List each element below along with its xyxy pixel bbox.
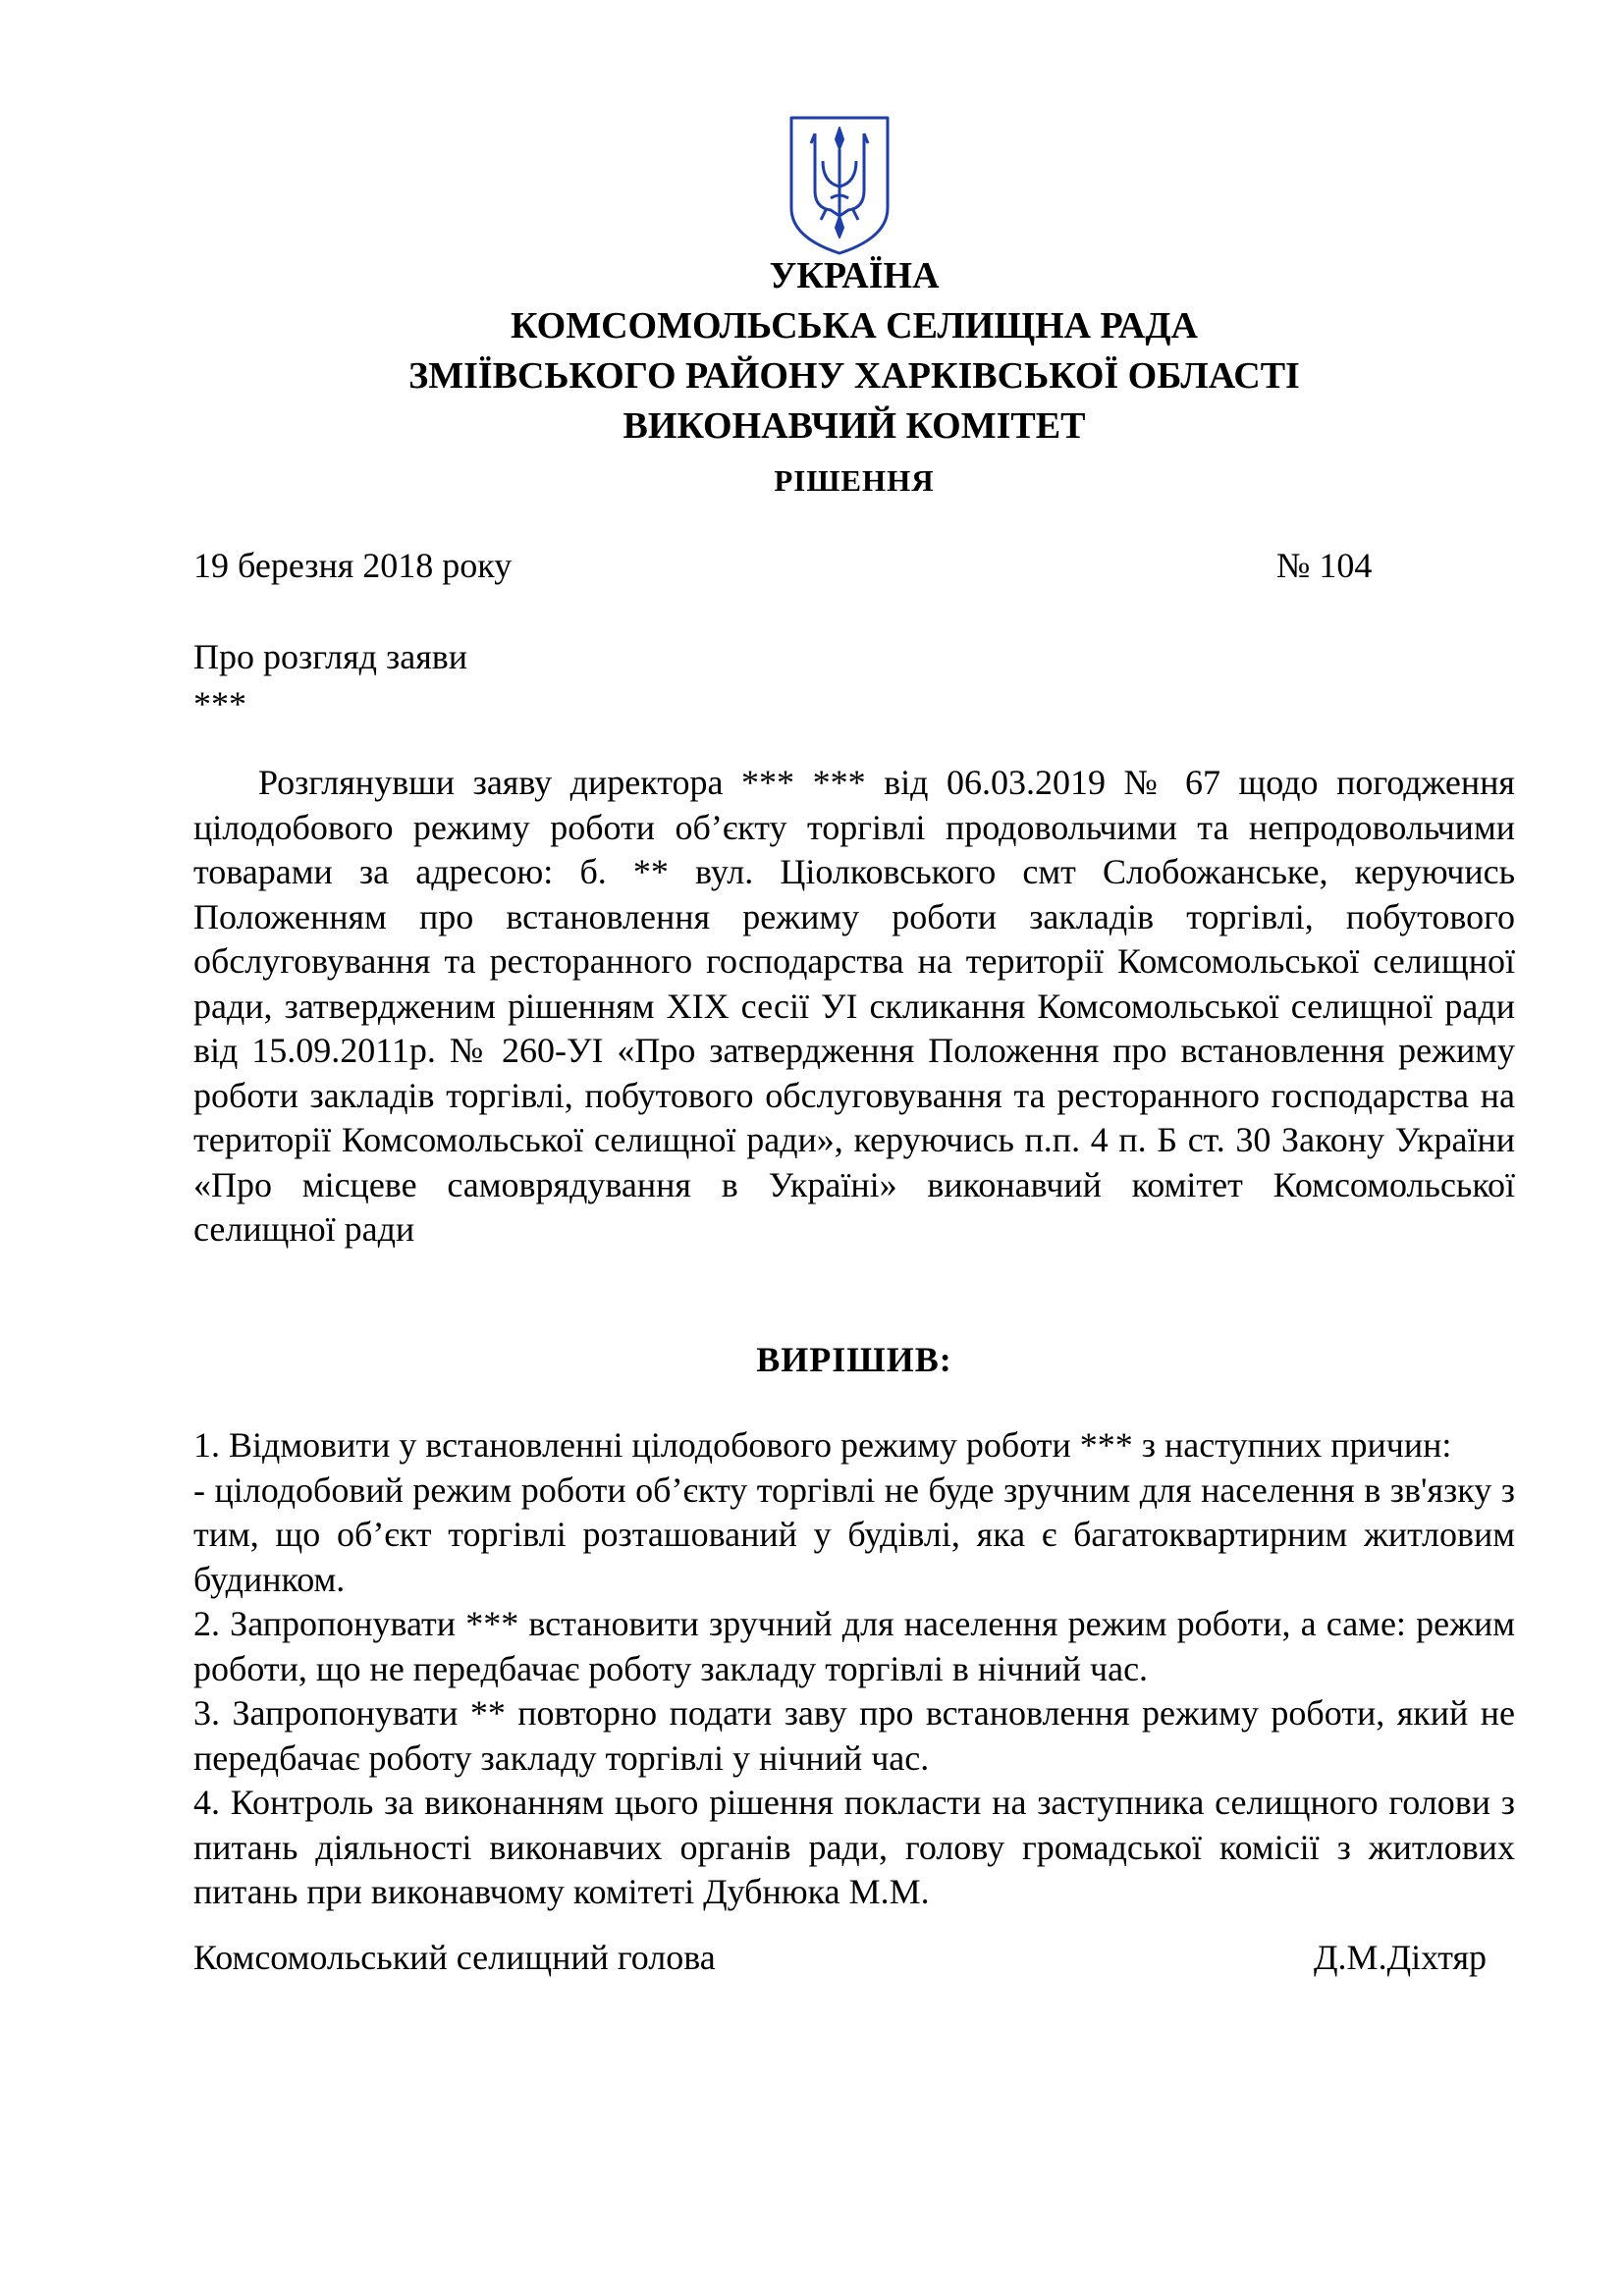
signatory-name: Д.М.Діхтяр xyxy=(1314,1938,1488,1977)
subject-line: Про розгляд заяви xyxy=(193,637,468,676)
preamble xyxy=(193,761,1515,1253)
resolution-item: 4. Контроль за виконанням цього рішення покласти на заступника селищного голови з питань діяльності виконавчих органів ради, голову громадської комісії з житлових питань при виконавчому комітеті Дубнюка М.М. xyxy=(193,1783,1515,1911)
document-title: РІШЕННЯ xyxy=(774,463,935,498)
document-number: № 104 xyxy=(1276,546,1373,585)
resolution-item: 1. Відмовити у встановленні цілодобового режиму роботи *** з наступних причин: xyxy=(193,1425,1452,1465)
header-district: ЗМІЇВСЬКОГО РАЙОНУ ХАРКІВСЬКОЇ ОБЛАСТІ xyxy=(408,355,1300,397)
resolution-item: 3. Запропонувати ** повторно подати заву про встановлення режиму роботи, який не передбачає роботу закладу торгівлі у нічний час. xyxy=(193,1693,1515,1778)
header-committee: ВИКОНАВЧИЙ КОМІТЕТ xyxy=(623,405,1086,447)
resolved-heading: ВИРІШИВ: xyxy=(756,1340,952,1379)
issuer-header xyxy=(193,251,1515,452)
resolution-items xyxy=(193,1423,1515,1915)
header-country: УКРАЇНА xyxy=(769,255,940,296)
coat-of-arms-icon xyxy=(787,114,892,257)
document-subject xyxy=(193,633,467,727)
signatory-title: Комсомольський селищний голова xyxy=(193,1938,716,1977)
preamble-text: Розглянувши заяву директора *** *** від 06.03.2019 № 67 щодо погодження цілодобового режиму роботи об’єкту торгівлі продовольчими та непродовольчими товарами за адресою: б. ** вул. Ціолковського смт Слобожанське, керуючись Положенням про встановлення режиму роботи закладів торгівлі, побутового обслуговування та ресторанного господарства на території Комсомольської селищної ради, затвердженим рішенням ХІХ сесії УІ скликання Комсомольської селищної ради від 15.09.2011р. № 260-УІ «Про затвердження Положення про встановлення режиму роботи закладів торгівлі, побутового обслуговування та ресторанного господарства на території Комсомольської селищної ради», керуючись п.п. 4 п. Б ст. 30 Закону України «Про місцеве самоврядування в Україні» виконавчий комітет Комсомольської селищної ради xyxy=(193,763,1515,1249)
resolution-item: - цілодобовий режим роботи об’єкту торгівлі не буде зручним для населення в зв'язку з тим, що об’єкт торгівлі розташований у будівлі, яка є багатоквартирним житловим будинком. xyxy=(193,1469,1515,1599)
document-date: 19 березня 2018 року xyxy=(193,546,513,585)
header-council: КОМСОМОЛЬСЬКА СЕЛИЩНА РАДА xyxy=(511,305,1198,347)
subject-placeholder: *** xyxy=(193,684,246,723)
resolution-item: 2. Запропонувати *** встановити зручний для населення режим роботи, а саме: режим роботи, що не передбачає роботу закладу торгівлі в нічний час. xyxy=(193,1604,1515,1688)
